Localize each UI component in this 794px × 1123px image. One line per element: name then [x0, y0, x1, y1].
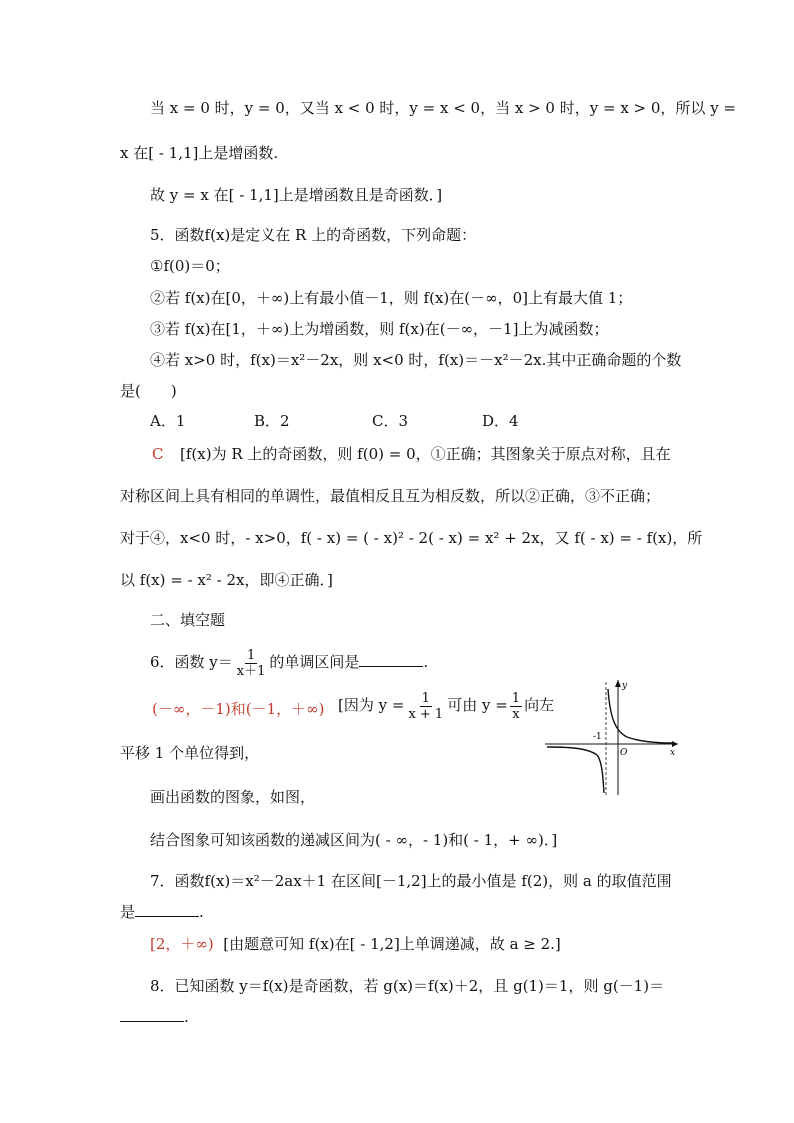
fraction-denominator: x＋1: [236, 663, 266, 679]
text-line: 当 x = 0 时，y = 0，又当 x < 0 时，y = x < 0，当 x > 0 时，y = x > 0，所以 y =: [150, 99, 737, 117]
question-6-suffix: 的单调区间是: [269, 653, 360, 671]
option-a: A．1: [150, 412, 186, 430]
y-axis-label: y: [622, 681, 628, 691]
section-heading: 二、填空题: [150, 611, 226, 629]
solution-line: 对于④，x<0 时，- x>0，f( - x) = ( - x)² - 2( - x) = x² + 2x，又 f( - x) = - f(x)，所: [120, 529, 703, 547]
x-axis-label: x: [670, 748, 676, 758]
fraction: [510, 691, 522, 722]
solution-line: 以 f(x) = - x² - 2x，即④正确．]: [120, 571, 333, 589]
fraction: [406, 691, 445, 722]
question-6: 6．函数 y＝ $\frac{1}{x+1}$ 的单调区间是 .: [150, 647, 429, 679]
solution-middle: 可由 y =: [447, 696, 508, 714]
origin-label: O: [620, 748, 628, 758]
answer-text: [2，＋∞): [150, 935, 214, 953]
fraction-denominator: x: [512, 706, 520, 722]
question-5-proposition: ②若 f(x)在[0，＋∞)上有最小值－1，则 f(x)在(－∞，0]上有最大值 1；: [150, 289, 633, 307]
solution-line: 平移 1 个单位得到，: [120, 744, 260, 762]
question-7-prompt: 是: [120, 903, 136, 921]
solution-line: 对称区间上具有相同的单调性，最值相反且互为相反数，所以②正确，③不正确；: [120, 487, 661, 505]
solution-suffix: 向左: [524, 696, 555, 714]
tick-label: -1: [593, 732, 602, 742]
question-6-prefix: 6．函数 y＝: [150, 653, 233, 671]
question-8-continuation: .: [120, 1006, 189, 1028]
fraction-numerator: 1: [511, 690, 521, 706]
solution-prefix: [因为 y =: [338, 696, 405, 714]
solution-text: [由题意可知 f(x)在[ - 1,2]上单调递减，故 a ≥ 2.]: [223, 935, 561, 953]
fraction-numerator: 1: [246, 647, 256, 663]
solution-line: [338, 688, 554, 722]
option-c: C．3: [372, 412, 409, 430]
solution-line: 画出函数的图象，如图，: [150, 788, 316, 806]
question-5-proposition: ③若 f(x)在[1，＋∞)上为增函数，则 f(x)在(－∞，－1]上为减函数；: [150, 320, 609, 338]
answer-blank: [135, 902, 199, 917]
fraction-denominator: x + 1: [408, 706, 444, 722]
question-7-continuation: 是 .: [120, 903, 204, 921]
question-8: 8．已知函数 y＝f(x)是奇函数，若 g(x)＝f(x)＋2，且 g(1)＝1，则 g(－1)＝: [150, 977, 665, 995]
answer-letter: C: [152, 445, 164, 463]
text-line: x 在[ - 1,1]上是增函数.: [120, 144, 279, 162]
question-5-prompt: 是( ): [120, 382, 177, 400]
answer-text: (－∞，－1)和(－1，＋∞): [152, 700, 325, 718]
answer-blank: [120, 1007, 184, 1022]
y-axis-arrow-icon: [615, 680, 621, 687]
option-d: D．4: [482, 412, 519, 430]
fraction-numerator: 1: [421, 690, 430, 706]
answer-line: [150, 933, 561, 955]
fraction: [235, 648, 268, 679]
curve-left-branch: [547, 747, 604, 793]
text-line: 故 y = x 在[ - 1,1]上是增函数且是奇函数．]: [150, 186, 443, 204]
solution-line: 结合图象可知该函数的递减区间为( - ∞，- 1)和( - 1，+ ∞)．]: [150, 831, 558, 849]
answer-blank: [359, 652, 423, 667]
question-7: 7．函数f(x)＝x²－2ax＋1 在区间[－1,2]上的最小值是 f(2)，则 a 的取值范围: [150, 872, 672, 890]
question-5-stem: 5．函数f(x)是定义在 R 上的奇函数，下列命题：: [150, 226, 477, 244]
solution-line: [f(x)为 R 上的奇函数，则 f(0) = 0，①正确；其图象关于原点对称，且在: [180, 445, 671, 463]
question-5-proposition: ④若 x>0 时，f(x)＝x²－2x，则 x<0 时，f(x)＝－x²－2x.其中正确命题的个数: [150, 351, 682, 369]
function-graph: [545, 677, 680, 797]
x-axis-arrow-icon: [672, 741, 678, 747]
option-b: B．2: [254, 412, 290, 430]
question-5-proposition: ①f(0)＝0；: [150, 257, 230, 275]
